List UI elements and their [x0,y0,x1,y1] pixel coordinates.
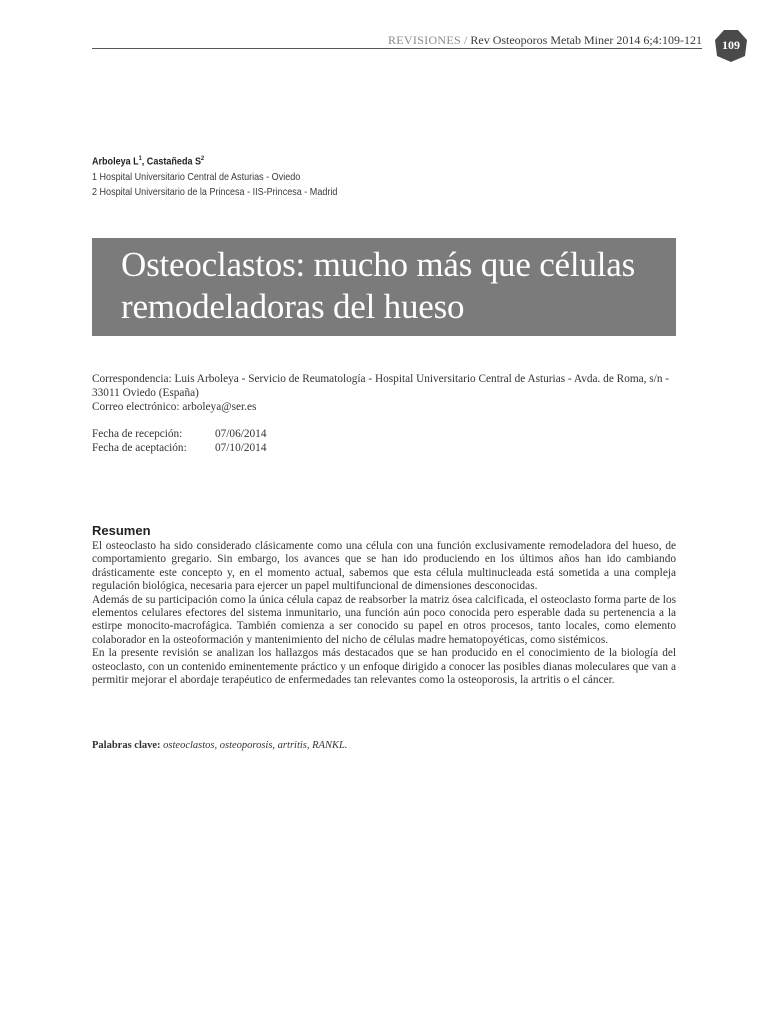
keywords-list: osteoclastos, osteoporosis, artritis, RANKL. [163,740,348,751]
title-line-2: remodeladoras del hueso [121,287,465,326]
dates-block [92,427,266,455]
accepted-label: Fecha de aceptación: [92,442,187,454]
received-label: Fecha de recepción: [92,428,183,440]
correspondence-email: Correo electrónico: arboleya@ser.es [92,401,257,413]
abstract-paragraph: Además de su participación como la única célula capaz de reabsorber la matriz ósea calcificada, el osteoclasto forma parte de los elementos celulares efectores del sistema inmunitario, una función aún poco conocida pero esperable dada su pertenencia a la estirpe monocito-macrofágica. También comienza a ser conocido su papel en otros procesos, tanto locales, como elemento colaborador en la osteoformación y mantenimiento del nicho de células madre hematopoyéticas, como sistémicos. [92,593,676,646]
correspondence-block [92,372,676,414]
affiliation-2: 2 Hospital Universitario de la Princesa - IIS-Princesa - Madrid [92,185,338,198]
keywords-label: Palabras clave: [92,740,161,751]
author-1-affiliation-mark: 1 [138,155,142,162]
page-number: 109 [722,38,740,52]
correspondence-text: Correspondencia: Luis Arboleya - Servicio de Reumatología - Hospital Universitario Central de Asturias - Avda. de Roma, s/n - 33011 Oviedo (España) [92,373,670,399]
title-banner [92,238,676,336]
title-line-1: Osteoclastos: mucho más que células [121,245,635,284]
author-2-affiliation-mark: 2 [201,155,205,162]
accepted-date-row [92,441,266,455]
author-separator: , [141,155,147,168]
author-2: Castañeda S [146,155,202,168]
author-block [92,151,377,200]
abstract-paragraph: El osteoclasto ha sido considerado clásicamente como una célula con una función exclusivamente remodeladora del hueso, de comportamiento gregario. Sin embargo, los avances que se han ido produciendo en los últimos años han ido cambiando drásticamente este concepto y, en el momento actual, sabemos que esta célula multinucleada está sometida a una compleja regulación biológica, necesaria para ejercer un papel multifuncional de dimensiones desconocidas. [92,540,676,593]
abstract-body [92,540,676,687]
author-names [92,151,337,170]
received-date: 07/06/2014 [215,428,267,440]
running-head-separator: / [464,33,468,47]
keywords-block [92,739,676,753]
article-title [121,244,671,328]
affiliation-1: 1 Hospital Universitario Central de Asturias - Oviedo [92,170,301,183]
abstract-heading: Resumen [92,523,151,538]
abstract-paragraph: En la presente revisión se analizan los hallazgos más destacados que se han producido en el conocimiento de la biología del osteoclasto, con un contenido eminentemente práctico y un enfoque dirigido a conocer las posibles dianas moleculares que van a permitir mejorar el abordaje terapéutico de enfermedades tan relevantes como la osteoporosis, la artritis o el cáncer. [92,647,676,687]
header-rule [92,48,702,49]
running-head [388,33,702,48]
author-1: Arboleya L [92,155,139,168]
journal-citation: Rev Osteoporos Metab Miner 2014 6;4:109-121 [470,33,702,47]
journal-section: REVISIONES [388,33,462,47]
received-date-row [92,427,266,441]
page-number-badge [714,29,748,63]
accepted-date: 07/10/2014 [215,442,267,454]
